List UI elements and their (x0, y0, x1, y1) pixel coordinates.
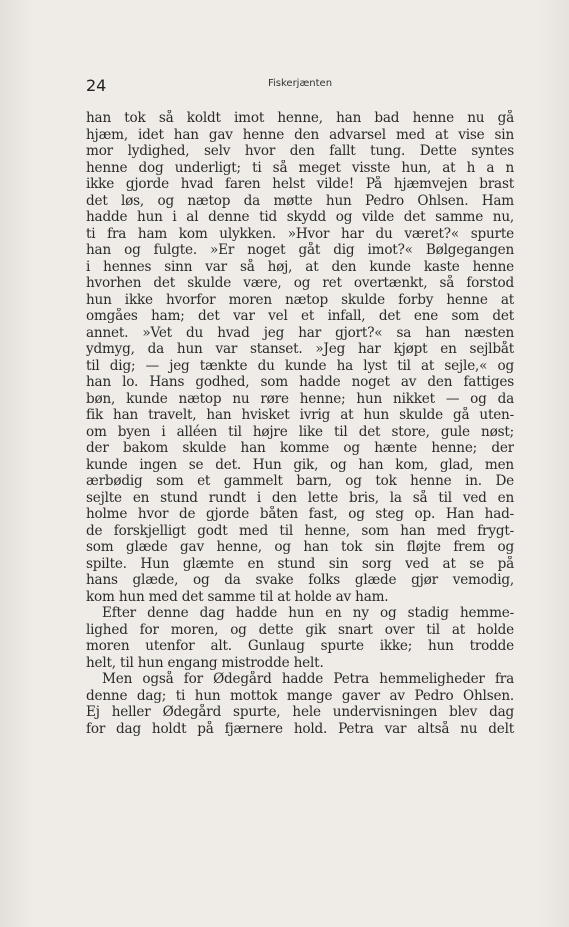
text-line: bøn, kunde nætop nu røre henne; hun nikket — og da (86, 390, 514, 407)
text-line: hadde hun i al denne tid skydd og vilde det samme nu, (86, 209, 514, 225)
text-line: som glæde gav henne, og han tok sin fløjte frem og (86, 539, 514, 555)
body-text (86, 110, 514, 737)
text-line: der bakom skulde han komme og hænte henne; der (86, 440, 514, 456)
text-line: ikke gjorde hvad faren helst vilde! På hjæmvejen brast (86, 176, 514, 192)
page-header (86, 76, 514, 96)
text-line: i hennes sinn var så høj, at den kunde kaste henne (86, 258, 514, 275)
text-line: sejlte en stund rundt i den lette bris, la så til ved en (86, 489, 514, 506)
text-line: Efter denne dag hadde hun en ny og stadig hemme- (102, 605, 514, 621)
text-line: fik han travelt, han hvisket ivrig at hun skulde gå uten- (86, 407, 514, 423)
text-line: til dig; — jeg tænkte du kunde ha lyst til at sejle,« og (86, 357, 514, 374)
text-line: denne dag; ti hun mottok mange gaver av Pedro Ohlsen. (86, 687, 514, 704)
text-line: henne dog underligt; ti så meget visste hun, at h a n (86, 159, 514, 176)
text-line: han og fulgte. »Er noget gåt dig imot?« Bølgegangen (86, 242, 514, 258)
text-line: Men også for Ødegård hadde Petra hemmeligheder fra (102, 671, 514, 687)
text-line: kunde ingen se det. Hun gik, og han kom, glad, men (86, 456, 514, 473)
text-line: hans glæde, og da svake folks glæde gjør vemodig, (86, 572, 514, 588)
text-line: holme hvor de gjorde båten fast, og steg op. Han had- (86, 506, 514, 522)
text-line: omgåes ham; det var vel et infall, det ene som det (86, 308, 514, 324)
text-line: spilte. Hun glæmte en stund sin sorg ved at se på (86, 555, 514, 572)
text-line: om byen i alléen til højre like til det store, gule nøst; (86, 423, 514, 440)
text-line: helt, til hun engang mistrodde helt. (86, 654, 324, 671)
text-line: han tok så koldt imot henne, han bad henne nu gå (86, 110, 514, 126)
text-line: ti fra ham kom ulykken. »Hvor har du været?« spurte (86, 225, 514, 242)
text-line: mor lydighed, selv hvor den fallt tung. Dette syntes (86, 143, 514, 159)
text-line: ærbødig som et gammelt barn, og tok henne in. De (86, 473, 514, 489)
page-number: 24 (86, 76, 107, 95)
text-line: hjæm, idet han gav henne den advarsel med at vise sin (86, 126, 514, 143)
text-line: ydmyg, da hun var stanset. »Jeg har kjøpt en sejlbåt (86, 341, 514, 357)
running-title: Fiskerjænten (267, 78, 333, 89)
text-line: han lo. Hans godhed, som hadde noget av den fattiges (86, 374, 514, 390)
text-line: for dag holdt på fjærnere hold. Petra var altså nu delt (86, 720, 514, 737)
text-line: kom hun med det samme til at holde av ham. (86, 588, 389, 605)
text-line: det løs, og nætop da møtte hun Pedro Ohlsen. Ham (86, 192, 514, 209)
text-line: Ej heller Ødegård spurte, hele undervisningen blev dag (86, 704, 514, 720)
text-line: hvorhen det skulde være, og ret overtænkt, så forstod (86, 275, 514, 291)
text-line: annet. »Vet du hvad jeg har gjort?« sa han næsten (86, 324, 514, 341)
text-line: de forskjelligt godt med til henne, som han med frygt- (86, 522, 514, 539)
text-line: hun ikke hvorfor moren nætop skulde forby henne at (86, 291, 514, 308)
text-line: lighed for moren, og dette gik snart over til at holde (86, 621, 514, 638)
text-line: moren utenfor alt. Gunlaug spurte ikke; hun trodde (86, 638, 514, 654)
